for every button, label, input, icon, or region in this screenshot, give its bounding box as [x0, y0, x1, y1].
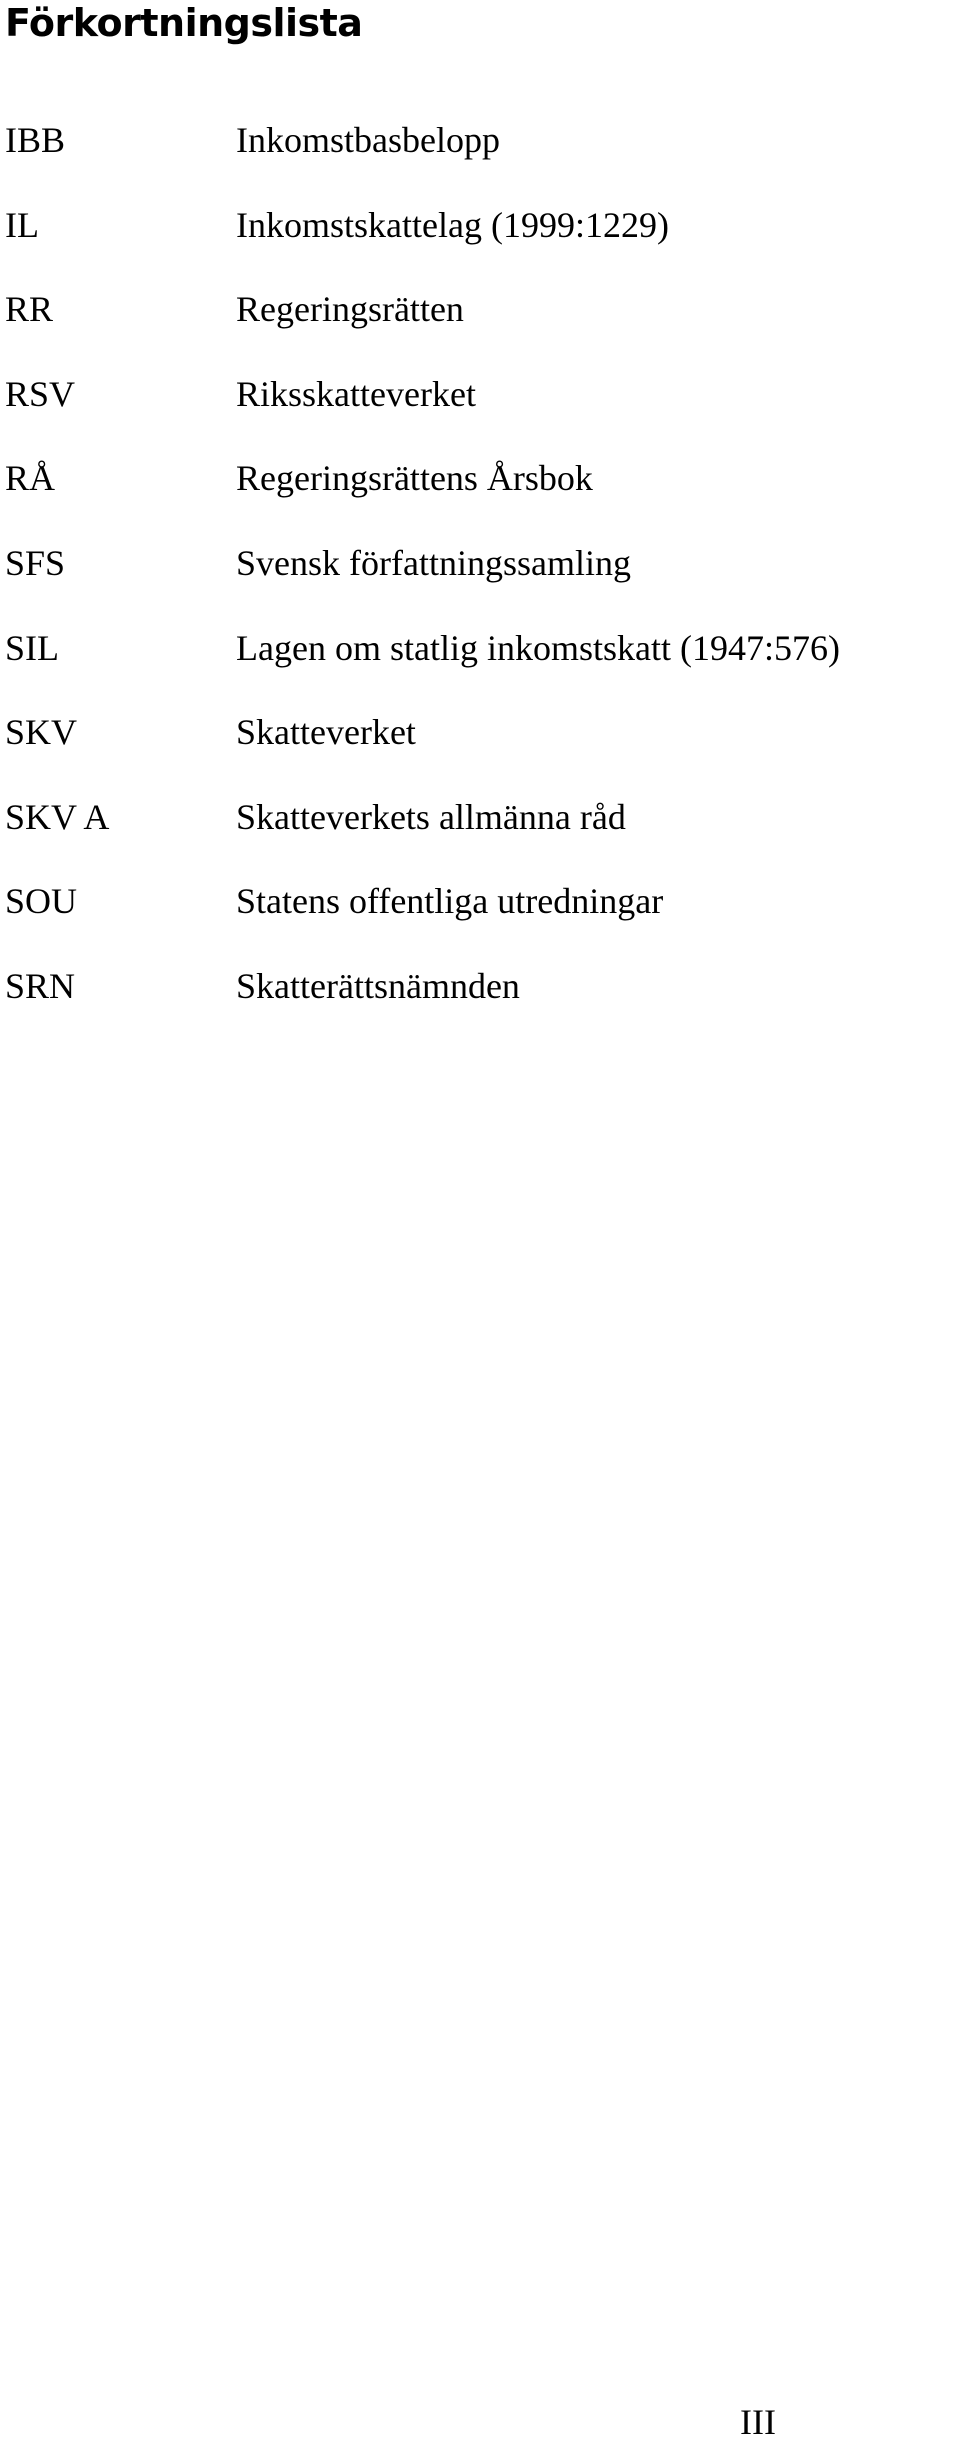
abbreviation-term: IBB	[5, 120, 66, 160]
abbreviation-definition: Lagen om statlig inkomstskatt (1947:576)	[236, 627, 840, 668]
abbreviation-row	[0, 287, 960, 372]
abbreviation-row	[0, 879, 960, 964]
abbreviation-definition: Statens offentliga utredningar	[236, 881, 664, 922]
abbreviation-row	[0, 118, 960, 203]
page-number: III	[740, 2402, 776, 2442]
abbreviation-list	[0, 118, 960, 1049]
page-title: Förkortningslista	[5, 1, 363, 45]
abbreviation-term: SOU	[5, 881, 78, 922]
abbreviation-definition: Riksskatteverket	[236, 373, 476, 414]
abbreviation-term: RÅ	[5, 458, 56, 499]
abbreviation-row	[0, 626, 960, 711]
abbreviation-definition: Skatteverkets allmänna råd	[236, 796, 626, 837]
abbreviation-row	[0, 795, 960, 880]
abbreviation-row	[0, 710, 960, 795]
abbreviation-term: SRN	[5, 965, 76, 1006]
abbreviation-term: IL	[5, 204, 39, 245]
abbreviation-term: SKV A	[5, 796, 110, 837]
abbreviation-definition: Skatterättsnämnden	[236, 965, 520, 1006]
abbreviation-row	[0, 964, 960, 1049]
abbreviation-row	[0, 456, 960, 541]
abbreviation-definition: Regeringsrättens Årsbok	[236, 458, 593, 499]
abbreviation-term: RR	[5, 289, 54, 330]
abbreviation-term: SFS	[5, 542, 66, 583]
abbreviation-term: RSV	[5, 373, 76, 414]
abbreviation-term: SIL	[5, 627, 59, 668]
abbreviation-definition: Skatteverket	[236, 712, 416, 753]
abbreviation-definition: Inkomstbasbelopp	[236, 120, 500, 160]
abbreviation-definition: Regeringsrätten	[236, 289, 464, 330]
abbreviation-definition: Inkomstskattelag (1999:1229)	[236, 204, 669, 245]
abbreviation-row	[0, 541, 960, 626]
abbreviation-row	[0, 372, 960, 457]
abbreviation-row	[0, 203, 960, 288]
abbreviation-definition: Svensk författningssamling	[236, 542, 631, 583]
abbreviation-term: SKV	[5, 712, 78, 753]
